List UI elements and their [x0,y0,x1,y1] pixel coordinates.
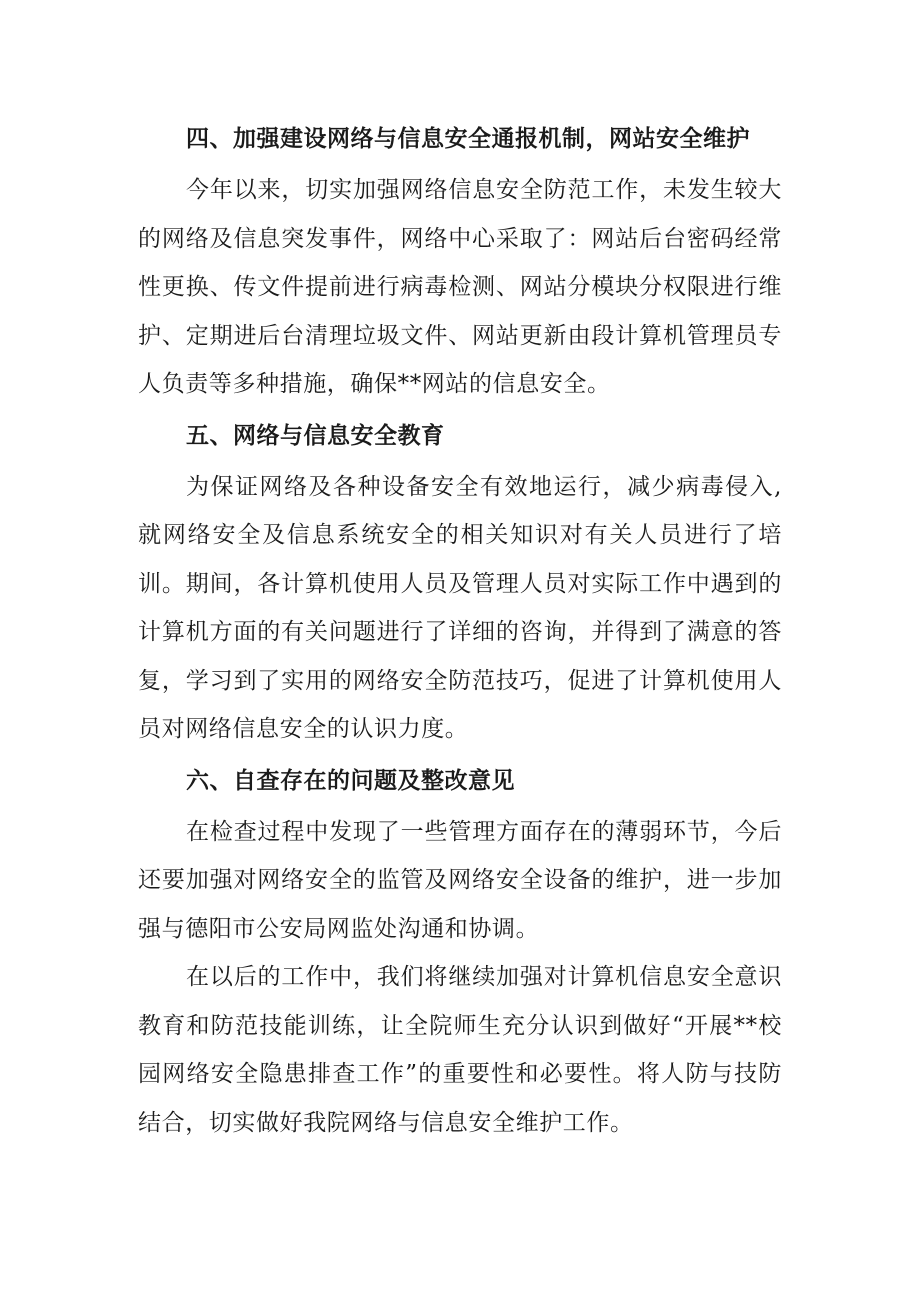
section-heading-6: 六、自查存在的问题及整改意见 [186,767,515,794]
section-6-paragraph-2: 在以后的工作中，我们将继续加强对计算机信息安全意识教育和防范技能训练，让全院师生充分认识到做好“开展**校园网络安全隐患排查工作”的重要性和必要性。将人防与技防结合，切实做好我院网络与信息安全维护工作。 [138,964,782,1136]
section-5-paragraph: 为保证网络及各种设备安全有效地运行，减少病毒侵入,就网络安全及信息系统安全的相关知识对有关人员进行了培训。期间，各计算机使用人员及管理人员对实际工作中遇到的计算机方面的有关问题进行了详细的咨询，并得到了满意的答复，学习到了实用的网络安全防范技巧，促进了计算机使用人员对网络信息安全的认识力度。 [138,473,782,742]
section-heading-4: 四、加强建设网络与信息安全通报机制，网站安全维护 [186,126,750,152]
section-6-paragraph-1: 在检查过程中发现了一些管理方面存在的薄弱环节，今后还要加强对网络安全的监管及网络安全设备的维护，进一步加强与德阳市公安局网监处沟通和协调。 [138,818,782,942]
section-4-paragraph: 今年以来，切实加强网络信息安全防范工作，未发生较大的网络及信息突发事件，网络中心采取了：网站后台密码经常性更换、传文件提前进行病毒检测、网站分模块分权限进行维护、定期进后台清理垃圾文件、网站更新由段计算机管理员专人负责等多种措施，确保**网站的信息安全。 [138,177,782,397]
section-heading-5: 五、网络与信息安全教育 [186,422,445,449]
